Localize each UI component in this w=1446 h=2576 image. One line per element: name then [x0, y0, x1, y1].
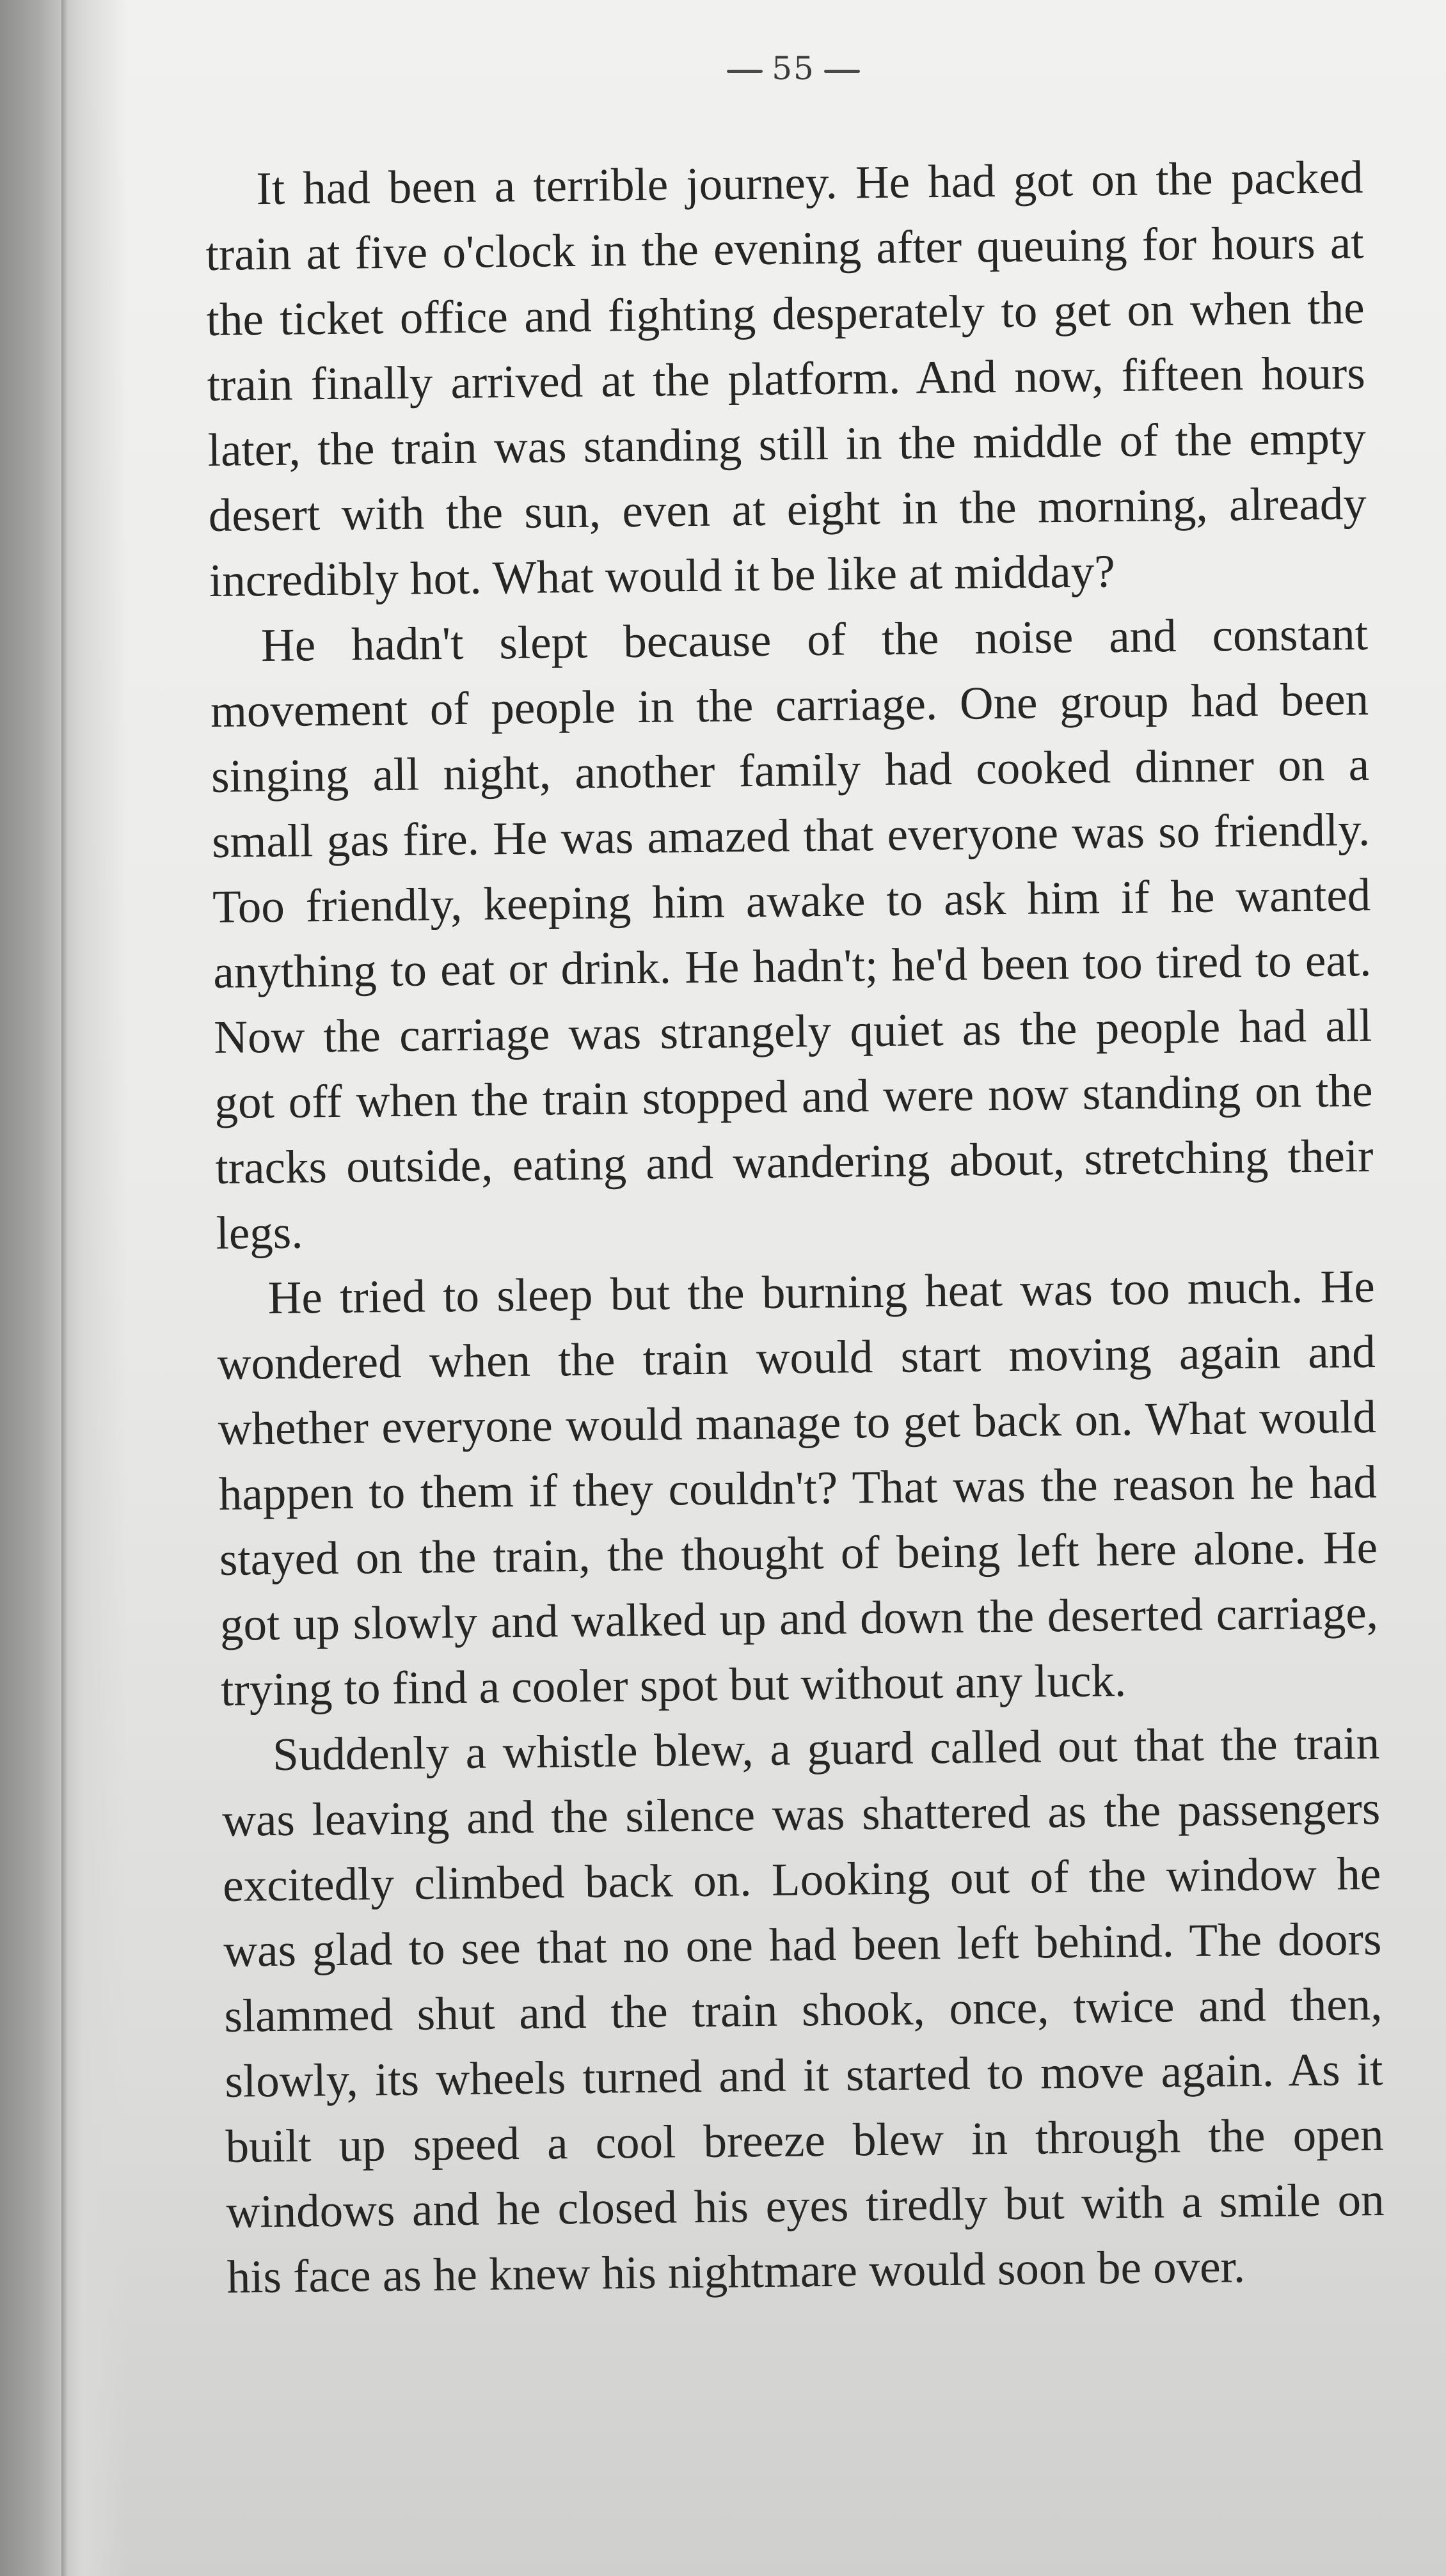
gutter-line	[61, 0, 68, 2576]
right-ornament-dash	[824, 70, 860, 73]
paragraph-3: He tried to sleep but the burning heat was too much. He wondered when the train would start moving again and whether everyone would manage to get back on. What would happen to them if they couldn't? That was the reason he had stayed on the train, the thought of being left here alone. He got up slowly and walked up and down the deserted carriage, trying to find a cooler spot but without any luck.	[217, 1260, 1379, 1716]
paragraph-4: Suddenly a whistle blew, a guard called out that the train was leaving and the silence was shattered as the passengers excitedly climbed back on. Looking out of the window he was glad to see that no one had been left behind. The doors slammed shut and the train shook, once, twice and then, slowly, its wheels turned and it started to move again. As it built up speed a cool breeze blew in through the open windows and he closed his eyes tiredly but with a smile on his face as he knew his nightmare would soon be over.	[221, 1716, 1385, 2303]
paragraph-1: It had been a terrible journey. He had got on the packed train at five o'clock in the evening after queuing for hours at the ticket office and fighting desperately to get on when the train finally arrived at the platform. And now, fifteen hours later, the train was standing still in the middle of the empty desert with the sun, even at eight in the morning, already incredibly hot. What would it be like at midday?	[205, 151, 1367, 606]
body-text	[205, 145, 1385, 2310]
page-number: 55	[772, 50, 815, 87]
paragraph-2: He hadn't slept because of the noise and constant movement of people in the carriage. One group had been singing all night, another family had cooked dinner on a small gas fire. He was amazed that everyone was so friendly. Too friendly, keeping him awake to ask him if he wanted anything to eat or drink. He hadn't; he'd been too tired to eat. Now the carriage was strangely quiet as the people had all got off when the train stopped and were now standing on the tracks outside, eating and wandering about, stretching their legs.	[210, 608, 1374, 1259]
left-ornament-dash	[727, 70, 763, 73]
page-number-header	[0, 50, 1446, 87]
